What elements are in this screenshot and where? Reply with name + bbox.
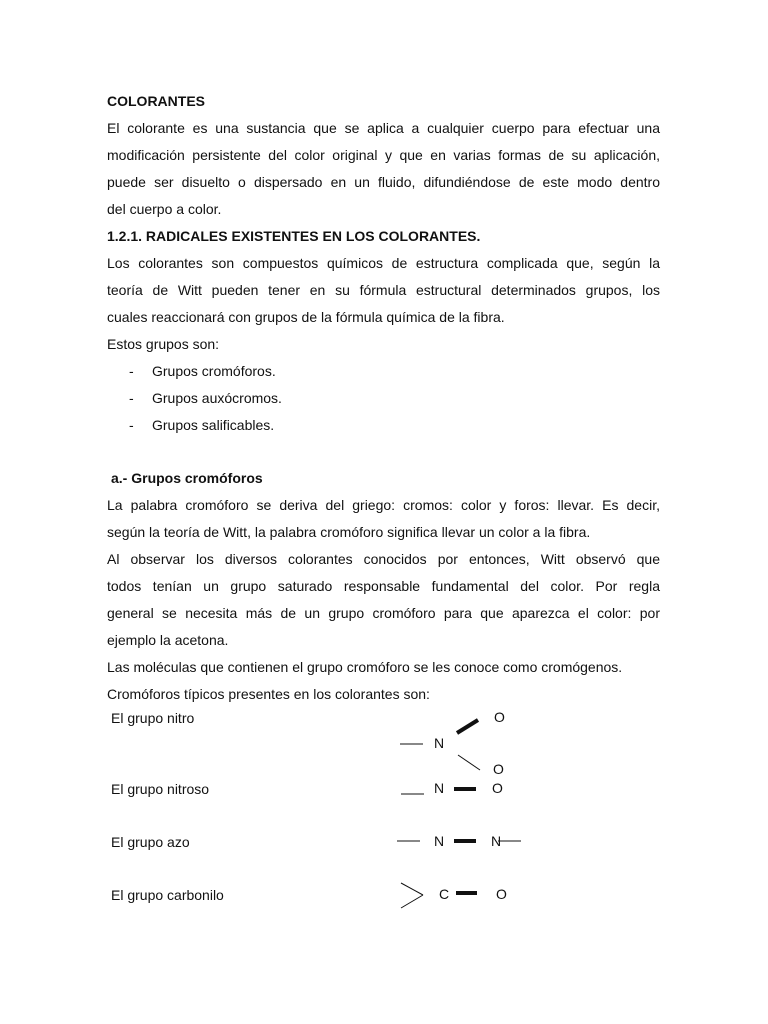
paragraph2-line-2: todos tenían un grupo saturado responsable fundamental del color. Por regla	[107, 578, 660, 594]
azo-label: El grupo azo	[111, 834, 190, 850]
nitroso-atom-n: N	[434, 780, 445, 796]
list-item-label: Grupos salificables.	[152, 417, 275, 433]
intro-line-3: puede ser disuelto o dispersado en un fluido, difundiéndose de este modo dentro	[107, 174, 660, 190]
nitro-bond-double	[457, 720, 478, 733]
paragraph4: Cromóforos típicos presentes en los colorantes son:	[107, 686, 430, 702]
section-title: 1.2.1. RADICALES EXISTENTES EN LOS COLORANTES.	[107, 228, 481, 244]
page-heading: COLORANTES	[107, 93, 205, 109]
carbonilo-label: El grupo carbonilo	[111, 887, 224, 903]
intro-line-4: del cuerpo a color.	[107, 201, 222, 217]
list-bullet: -	[129, 390, 134, 406]
nitro-atom-n: N	[434, 735, 445, 751]
nitro-bond-single	[458, 755, 480, 770]
paragraph2-line-4: ejemplo la acetona.	[107, 632, 229, 648]
nitroso-atom-o: O	[492, 780, 503, 796]
carbonilo-bond-lower	[401, 895, 423, 908]
list-bullet: -	[129, 417, 134, 433]
carbonilo-bond-upper	[401, 883, 423, 895]
subsection-title: a.- Grupos cromóforos	[111, 470, 263, 486]
section-line-2: teoría de Witt pueden tener en su fórmula estructural determinados grupos, los	[107, 282, 660, 298]
carbonilo-atom-c: C	[439, 886, 450, 902]
nitro-atom-o-bottom: O	[493, 761, 504, 777]
azo-atom-n-left: N	[434, 833, 445, 849]
list-item-label: Grupos auxócromos.	[152, 390, 282, 406]
paragraph1-line-2: según la teoría de Witt, la palabra cromóforo significa llevar un color a la fibra.	[107, 524, 591, 540]
list-item-label: Grupos cromóforos.	[152, 363, 276, 379]
nitro-label: El grupo nitro	[111, 710, 195, 726]
section-line-1: Los colorantes son compuestos químicos de estructura complicada que, según la	[107, 255, 660, 271]
section-line-3: cuales reaccionará con grupos de la fórmula química de la fibra.	[107, 309, 505, 325]
azo-atom-n-right: N	[491, 833, 502, 849]
groups-intro: Estos grupos son:	[107, 336, 220, 352]
intro-line-2: modificación persistente del color original y que en varias formas de su aplicación,	[107, 147, 660, 163]
nitro-atom-o-top: O	[494, 709, 505, 725]
paragraph2-line-1: Al observar los diversos colorantes conocidos por entonces, Witt observó que	[107, 551, 660, 567]
list-bullet: -	[129, 363, 134, 379]
paragraph3: Las moléculas que contienen el grupo cromóforo se les conoce como cromógenos.	[107, 659, 623, 675]
paragraph1-line-1: La palabra cromóforo se deriva del griego: cromos: color y foros: llevar. Es decir,	[107, 497, 660, 513]
paragraph2-line-3: general se necesita más de un grupo cromóforo para que aparezca el color: por	[107, 605, 660, 621]
nitroso-label: El grupo nitroso	[111, 781, 210, 797]
carbonilo-atom-o: O	[496, 886, 507, 902]
intro-line-1: El colorante es una sustancia que se aplica a cualquier cuerpo para efectuar una	[107, 120, 660, 136]
